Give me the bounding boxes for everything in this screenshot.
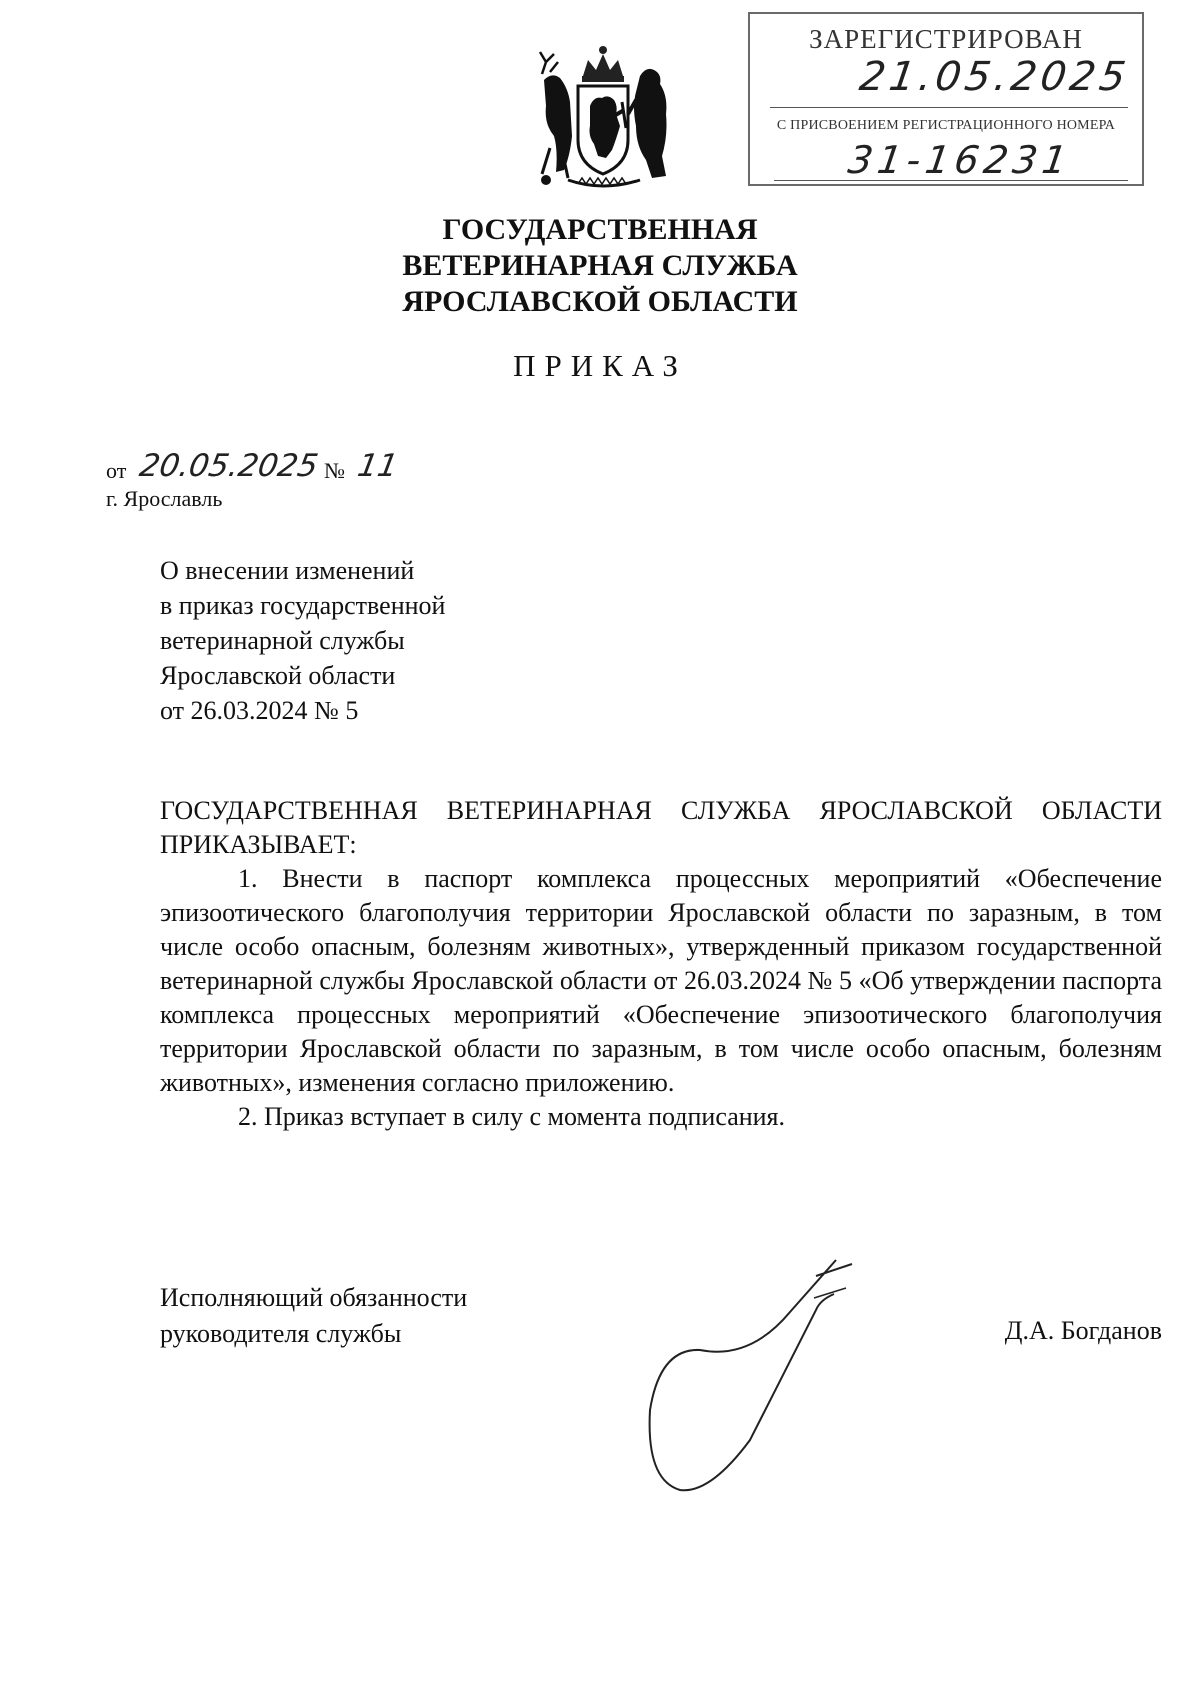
subject-line: Ярославской области [160,661,396,690]
order-item-1: 1. Внести в паспорт комплекса процессных мероприятий «Обеспечение эпизоотического благополучия территории Ярославской области по заразным, в том числе особо опасным, болезням животных», утвержденный приказом государственной ветеринарной службы Ярославской области от 26.03.2024 № 5 «Об утверждении паспорта комплекса процессных мероприятий «Обеспечение эпизоотического благополучия территории Ярославской области по заразным, в том числе особо опасным, болезням животных», изменения согласно приложению. [160,864,1162,1097]
city: г. Ярославль [106,486,223,511]
number-prefix: № [324,458,345,483]
document-type: ПРИКАЗ [513,348,687,383]
agency-name-line: ЯРОСЛАВСКОЙ ОБЛАСТИ [402,285,798,318]
order-subject [160,553,620,728]
stamp-date: 21.05.2025 [856,54,1133,100]
order-body [160,794,1162,1134]
order-date: 20.05.2025 [136,448,321,484]
handwritten-signature-icon [640,1240,930,1500]
agency-name-line: ВЕТЕРИНАРНАЯ СЛУЖБА [402,249,798,282]
order-number: 11 [354,448,401,484]
stamp-subtitle: С ПРИСВОЕНИЕМ РЕГИСТРАЦИОННОГО НОМЕРА [776,118,1116,133]
agency-name-line: ГОСУДАРСТВЕННАЯ [442,213,758,246]
signatory-position [160,1280,467,1352]
registration-stamp [748,12,1144,186]
subject-line: О внесении изменений [160,556,415,585]
stamp-registration-number: 31-16231 [845,138,1075,182]
subject-line: от 26.03.2024 № 5 [160,696,359,725]
order-date-number [106,448,526,488]
date-prefix: от [106,458,127,483]
agency-name [300,212,900,320]
subject-line: в приказ государственной [160,591,446,620]
signatory-name: Д.А. Богданов [1004,1316,1162,1345]
subject-line: ветеринарной службы [160,626,405,655]
position-line: руководителя службы [160,1319,402,1348]
order-preamble: ГОСУДАРСТВЕННАЯ ВЕТЕРИНАРНАЯ СЛУЖБА ЯРОСЛАВСКОЙ ОБЛАСТИ ПРИКАЗЫВАЕТ: [160,796,1162,859]
position-line: Исполняющий обязанности [160,1283,468,1312]
coat-of-arms-icon [528,40,678,190]
stamp-divider [774,180,1128,181]
order-item-2: 2. Приказ вступает в силу с момента подписания. [238,1102,786,1131]
stamp-title: ЗАРЕГИСТРИРОВАН [809,24,1083,54]
stamp-divider [770,107,1128,108]
